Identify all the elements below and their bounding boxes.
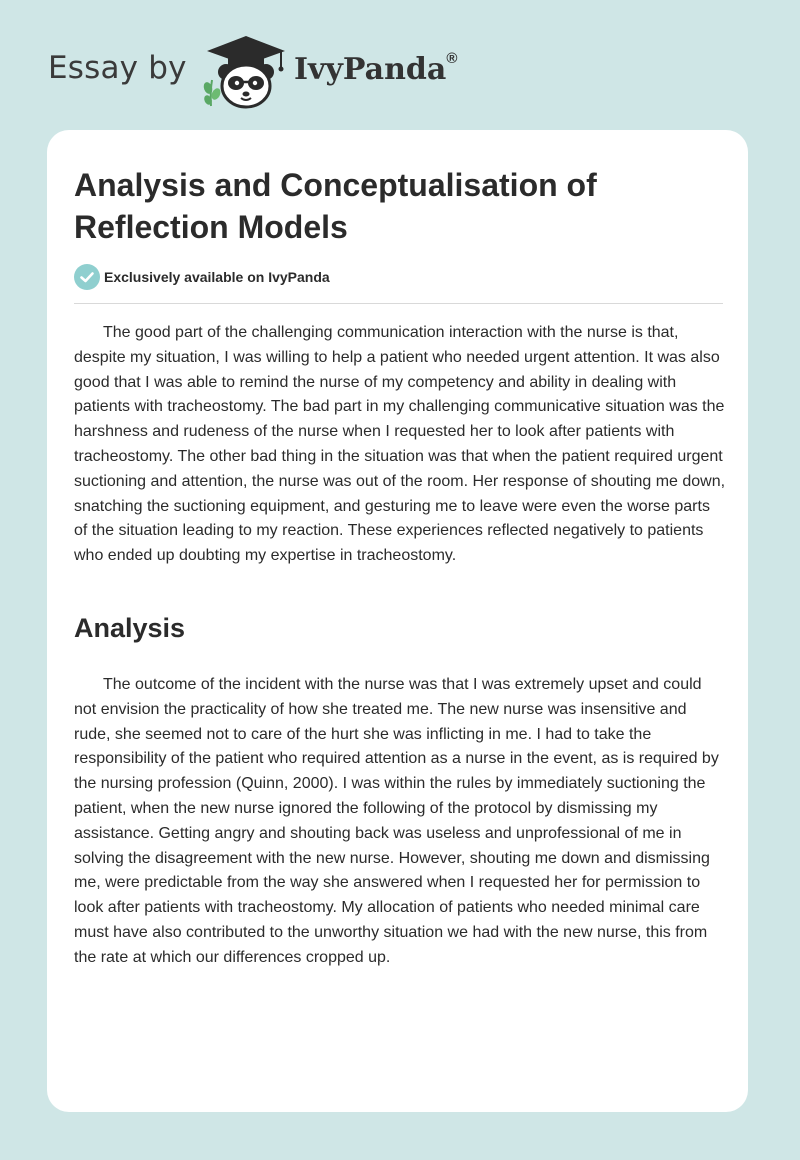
check-circle-icon xyxy=(74,264,100,290)
analysis-paragraph: The outcome of the incident with the nurse was that I was extremely upset and could not envision the practicality of how she treated me. The new nurse was insensitive and rude, she seemed not to care of the hurt she was inflicting in me. I had to take the responsibility of the patient who required attention as a nurse in the event, as is required by the nursing profession (Quinn, 2000). I was within the rules by immediately suctioning the patient, when the new nurse ignored the following of the protocol by dismissing my assistance. Getting angry and shouting back was useless and unprofessional of me in solving the disagreement with the new nurse. However, shouting me down and dismissing me, were predictable from the way she answered when I requested her for permission to look after patients with tracheostomy. My allocation of patients who needed minimal care must have also contributed to the unworthy situation we had with the new nurse, this from the rate at which our differences cropped up. xyxy=(74,676,719,966)
brand-name[interactable] xyxy=(294,52,457,87)
registered-mark: ® xyxy=(446,50,458,67)
brand-name-text: IvyPanda xyxy=(294,52,447,87)
section-heading-analysis: Analysis xyxy=(74,613,186,643)
exclusive-label: Exclusively available on IvyPanda xyxy=(104,269,330,285)
site-header xyxy=(48,34,508,114)
page-title: Analysis and Conceptualisation of Reflection Models xyxy=(74,167,597,245)
article-card xyxy=(47,130,748,1112)
intro-paragraph: The good part of the challenging communication interaction with the nurse is that, despite my situation, I was willing to help a patient who needed urgent attention. It was also good that I was able to remind the nurse of my competency and ability in dealing with patients with tracheostomy. The bad part in my challenging communicative situation was the harshness and rudeness of the nurse when I requested her to look after patients with tracheostomy. The other bad thing in the situation was that when the patient required urgent suctioning and attention, the nurse was out of the room. Her response of shouting me down, snatching the suctioning equipment, and gesturing me to leave were even the worse parts of the situation leading to my reaction. These experiences reflected negatively to patients who ended up doubting my expertise in tracheostomy. xyxy=(74,324,726,565)
panda-logo-icon[interactable] xyxy=(201,34,291,110)
brand-prefix: Essay by xyxy=(48,50,187,86)
divider xyxy=(74,303,723,304)
exclusive-badge xyxy=(74,264,330,290)
